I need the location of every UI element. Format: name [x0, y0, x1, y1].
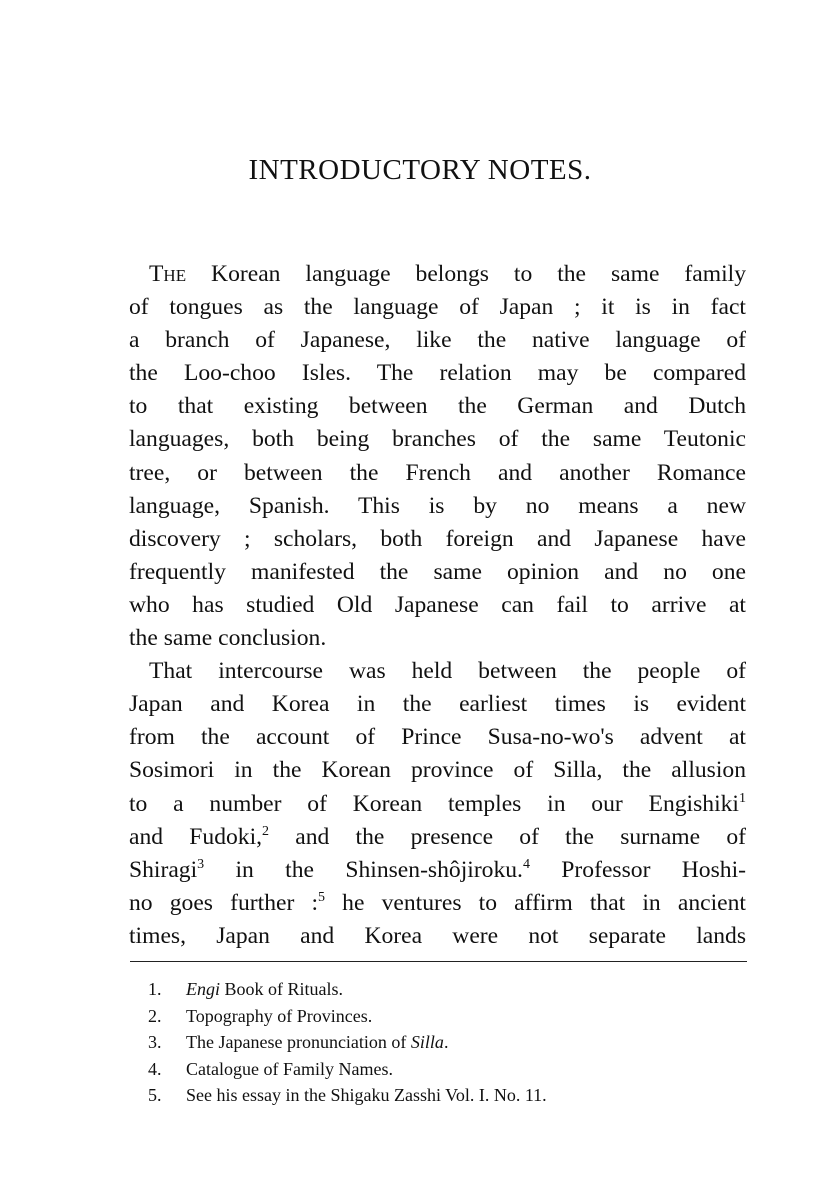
text-line: from the account of Prince Susa-no-wo's advent at — [129, 724, 746, 751]
text-line — [129, 821, 746, 854]
text-line: Sosimori in the Korean province of Silla, the allusion — [129, 757, 746, 784]
footnote-italic: Engi — [186, 979, 220, 999]
footnotes-list — [148, 976, 748, 1109]
footnote-body: . — [443, 1032, 449, 1052]
text-line: the Loo-choo Isles. The relation may be compared — [129, 360, 746, 387]
line-text: Korean language belongs to the same family — [186, 261, 746, 287]
footnote-ref: 1 — [739, 790, 746, 806]
footnote-text: See his essay in the Shigaku Zasshi Vol. I. No. 11. — [186, 1085, 547, 1105]
footnote-text: Topography of Provinces. — [186, 1005, 373, 1026]
text-line: times, Japan and Korea were not separate lands — [129, 922, 746, 949]
line-text: Shiragi — [129, 856, 198, 883]
footnote-number: 5. — [148, 1085, 162, 1105]
line-text: no goes further : — [129, 889, 319, 916]
footnote-ref: 5 — [318, 889, 326, 905]
footnote-ref: 4 — [522, 856, 530, 872]
line-text: in the Shinsen-shôjiroku. — [204, 856, 523, 883]
body-text — [129, 258, 746, 953]
text-line — [129, 258, 746, 291]
footnote-number: 4. — [148, 1058, 162, 1079]
footnote-ref: 3 — [197, 856, 205, 872]
text-line: frequently manifested the same opinion and no one — [129, 558, 746, 585]
page-title: INTRODUCTORY NOTES. — [248, 154, 592, 186]
footnote-item — [148, 1003, 748, 1030]
footnote-item — [148, 1056, 748, 1083]
text-line: tree, or between the French and another Romance — [129, 459, 746, 486]
text-line — [129, 788, 746, 821]
text-line: discovery ; scholars, both foreign and Japanese have — [129, 525, 746, 552]
footnote-item — [148, 976, 748, 1003]
text-line: of tongues as the language of Japan ; it is in fact — [129, 294, 746, 321]
line-text: and Fudoki, — [129, 823, 263, 850]
footnote-body: Book of Rituals. — [220, 979, 344, 999]
footnote-number: 1. — [148, 979, 162, 999]
text-line: a branch of Japanese, like the native language of — [129, 327, 746, 354]
footnote-divider — [130, 961, 747, 962]
text-line: to that existing between the German and Dutch — [129, 393, 746, 420]
paragraph-1 — [129, 258, 746, 655]
line-text: Professor Hoshi- — [529, 856, 746, 883]
line-text: to a number of Korean temples in our Engishiki — [129, 790, 739, 817]
line-text: and the presence of the surname of — [269, 823, 746, 850]
footnote-text — [186, 1029, 448, 1056]
footnote-body: The Japanese pronunciation of — [186, 1032, 411, 1052]
footnote-italic: Silla — [410, 1032, 444, 1052]
footnote-number: 3. — [148, 1032, 162, 1052]
footnote-ref: 2 — [262, 823, 270, 839]
footnote-text — [186, 976, 343, 1003]
text-line: languages, both being branches of the same Teutonic — [129, 426, 746, 453]
text-line: That intercourse was held between the people of — [149, 658, 746, 685]
text-line — [129, 887, 746, 920]
footnote-number: 2. — [148, 1005, 162, 1026]
lead-word: The — [149, 261, 187, 287]
text-line: the same conclusion. — [129, 625, 327, 652]
text-line: Japan and Korea in the earliest times is evident — [129, 691, 746, 718]
paragraph-2 — [129, 655, 746, 953]
text-line — [129, 854, 746, 887]
footnote-text: Catalogue of Family Names. — [186, 1058, 393, 1079]
text-line: who has studied Old Japanese can fail to arrive at — [129, 591, 746, 618]
footnote-item — [148, 1082, 748, 1109]
footnote-item — [148, 1029, 748, 1056]
text-line: language, Spanish. This is by no means a new — [129, 492, 746, 519]
line-text: he ventures to affirm that in ancient — [325, 889, 746, 916]
